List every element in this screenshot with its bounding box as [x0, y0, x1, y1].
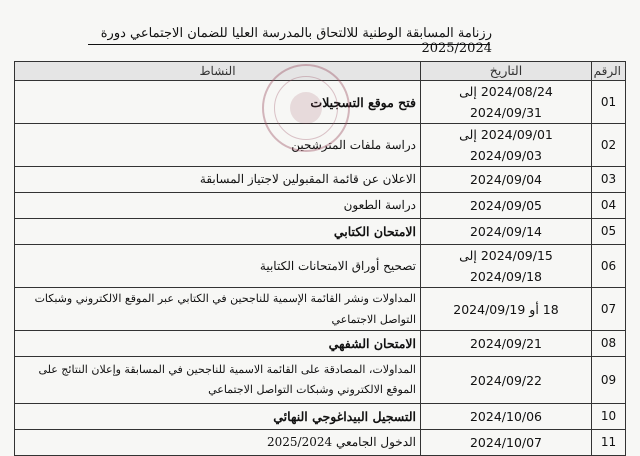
- table-row: [15, 81, 626, 124]
- table-row: [15, 288, 626, 331]
- table-header-row: [15, 62, 626, 81]
- row-num: 05: [592, 219, 626, 245]
- row-date: 2024/09/14: [421, 219, 592, 245]
- row-date: 2024/10/06: [421, 404, 592, 430]
- row-num: 10: [592, 404, 626, 430]
- row-date: 2024/09/15 إلى 2024/09/18: [421, 245, 592, 288]
- header-num: الرقم: [592, 62, 626, 81]
- row-date: 18 أو 2024/09/19: [421, 288, 592, 331]
- document-title: رزنامة المسابقة الوطنية للالتحاق بالمدرسة العليا للضمان الاجتماعي دورة 2025/2024: [100, 26, 492, 56]
- row-activity: التسجيل البيداغوجي النهائي: [15, 404, 421, 430]
- row-num: 08: [592, 331, 626, 357]
- row-activity: المداولات ونشر القائمة الإسمية للناجحين في الكتابي عبر الموقع الالكتروني وشبكات التواصل الاجتماعي: [15, 288, 421, 331]
- row-date: 2024/09/04: [421, 167, 592, 193]
- table-row: [15, 430, 626, 456]
- table-row: [15, 357, 626, 404]
- row-activity: دراسة ملفات المترشحين: [15, 124, 421, 167]
- row-num: 07: [592, 288, 626, 331]
- row-num: 01: [592, 81, 626, 124]
- row-num: 03: [592, 167, 626, 193]
- row-activity: تصحيح أوراق الامتحانات الكتابية: [15, 245, 421, 288]
- table-row: [15, 167, 626, 193]
- row-activity: الدخول الجامعي 2025/2024: [15, 430, 421, 456]
- header-activity: النشاط: [15, 62, 421, 81]
- table-row: [15, 193, 626, 219]
- row-activity: دراسة الطعون: [15, 193, 421, 219]
- row-num: 04: [592, 193, 626, 219]
- row-num: 02: [592, 124, 626, 167]
- schedule-table: [14, 61, 626, 456]
- row-activity: الامتحان الشفهي: [15, 331, 421, 357]
- table-row: [15, 331, 626, 357]
- row-date: 2024/09/01 إلى 2024/09/03: [421, 124, 592, 167]
- row-num: 06: [592, 245, 626, 288]
- table-row: [15, 245, 626, 288]
- row-date: 2024/09/21: [421, 331, 592, 357]
- row-activity: فتح موقع التسجيلات: [15, 81, 421, 124]
- row-date: 2024/09/05: [421, 193, 592, 219]
- row-date: 2024/09/22: [421, 357, 592, 404]
- row-num: 11: [592, 430, 626, 456]
- table-row: [15, 219, 626, 245]
- row-activity: الاعلان عن قائمة المقبولين لاجتياز المسابقة: [15, 167, 421, 193]
- row-activity: المداولات، المصادقة على القائمة الاسمية للناجحين في المسابقة وإعلان النتائج على الموقع الالكتروني وشبكات التواصل الاجتماعي: [15, 357, 421, 404]
- title-underline: [88, 44, 490, 45]
- table-row: [15, 404, 626, 430]
- header-date: التاريخ: [421, 62, 592, 81]
- row-date: 2024/08/24 إلى 2024/09/31: [421, 81, 592, 124]
- table-row: [15, 124, 626, 167]
- row-date: 2024/10/07: [421, 430, 592, 456]
- row-activity: الامتحان الكتابي: [15, 219, 421, 245]
- row-num: 09: [592, 357, 626, 404]
